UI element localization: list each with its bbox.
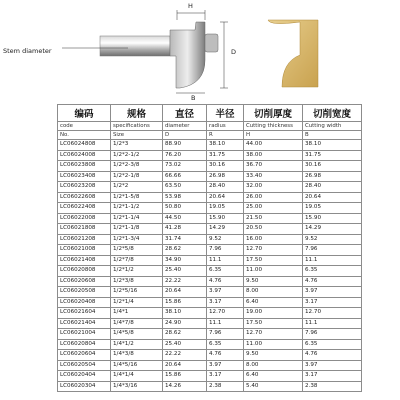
cell-width: 15.90 — [303, 213, 362, 224]
cell-size: 1/4*1 — [111, 308, 163, 319]
cell-code: LC06023208 — [58, 182, 111, 193]
cell-radius: 4.76 — [207, 276, 244, 287]
header-en-width: Cutting width — [303, 122, 362, 131]
table-row — [58, 371, 362, 382]
header-cn-radius: 半径 — [207, 105, 244, 122]
cell-size: 1/2*1/2 — [111, 266, 163, 277]
cell-code: LC06022008 — [58, 213, 111, 224]
cell-diameter: 24.90 — [163, 318, 207, 329]
cell-diameter: 53.98 — [163, 192, 207, 203]
cell-thickness: 6.40 — [244, 371, 303, 382]
cell-diameter: 66.66 — [163, 171, 207, 182]
cell-width: 9.52 — [303, 234, 362, 245]
header-row-symbols — [58, 131, 362, 140]
cell-radius: 3.97 — [207, 287, 244, 298]
cell-thickness: 5.40 — [244, 381, 303, 392]
cell-code: LC06020808 — [58, 266, 111, 277]
cell-width: 7.96 — [303, 329, 362, 340]
cell-diameter: 73.02 — [163, 161, 207, 172]
cell-thickness: 25.00 — [244, 203, 303, 214]
cell-width: 31.75 — [303, 150, 362, 161]
cell-diameter: 76.20 — [163, 150, 207, 161]
table-row — [58, 318, 362, 329]
table-row — [58, 297, 362, 308]
table-row — [58, 150, 362, 161]
table-row — [58, 266, 362, 277]
cell-diameter: 41.28 — [163, 224, 207, 235]
cell-width: 28.40 — [303, 182, 362, 193]
cell-thickness: 26.00 — [244, 192, 303, 203]
cell-code: LC06021404 — [58, 318, 111, 329]
cell-code: LC06020304 — [58, 381, 111, 392]
cell-radius: 3.97 — [207, 360, 244, 371]
header-cn-width: 切削宽度 — [303, 105, 362, 122]
cell-size: 1/2*5/16 — [111, 287, 163, 298]
cell-size: 1/2*3 — [111, 140, 163, 151]
cell-radius: 11.1 — [207, 318, 244, 329]
cell-code: LC06021208 — [58, 234, 111, 245]
cell-radius: 14.29 — [207, 224, 244, 235]
cell-width: 38.10 — [303, 140, 362, 151]
cell-thickness: 11.00 — [244, 266, 303, 277]
cell-diameter: 15.86 — [163, 297, 207, 308]
cell-size: 1/2*1-1/4 — [111, 213, 163, 224]
table-row — [58, 234, 362, 245]
cell-diameter: 22.22 — [163, 276, 207, 287]
dim-d-label: D — [231, 48, 237, 56]
table-row — [58, 171, 362, 182]
cell-size: 1/2*3/8 — [111, 276, 163, 287]
cell-thickness: 6.40 — [244, 297, 303, 308]
cell-radius: 38.10 — [207, 140, 244, 151]
cell-size: 1/2*1-1/8 — [111, 224, 163, 235]
cell-diameter: 28.62 — [163, 329, 207, 340]
cell-width: 4.76 — [303, 350, 362, 361]
cell-diameter: 28.62 — [163, 245, 207, 256]
cell-size: 1/4*1/2 — [111, 339, 163, 350]
cell-width: 30.16 — [303, 161, 362, 172]
cell-size: 1/2*2-1/2 — [111, 150, 163, 161]
table-row — [58, 140, 362, 151]
cell-diameter: 22.22 — [163, 350, 207, 361]
header-cn-thickness: 切削厚度 — [244, 105, 303, 122]
header-row-en — [58, 122, 362, 131]
header-sym-d: D — [163, 131, 207, 140]
cell-width: 20.64 — [303, 192, 362, 203]
shank — [100, 36, 170, 56]
wood-profile — [268, 20, 318, 87]
cell-radius: 3.17 — [207, 297, 244, 308]
cell-width: 6.35 — [303, 266, 362, 277]
cell-thickness: 44.00 — [244, 140, 303, 151]
cell-thickness: 21.50 — [244, 213, 303, 224]
cell-width: 19.05 — [303, 203, 362, 214]
cell-code: LC06020804 — [58, 339, 111, 350]
table-row — [58, 287, 362, 298]
cell-radius: 30.16 — [207, 161, 244, 172]
cell-thickness: 17.50 — [244, 255, 303, 266]
header-en-radius: radius — [207, 122, 244, 131]
table-row — [58, 255, 362, 266]
table-row — [58, 182, 362, 193]
table-row — [58, 161, 362, 172]
cell-width: 7.96 — [303, 245, 362, 256]
cell-code: LC06024008 — [58, 150, 111, 161]
header-cn-diameter: 直径 — [163, 105, 207, 122]
table-row — [58, 308, 362, 319]
cell-radius: 12.70 — [207, 308, 244, 319]
cell-thickness: 16.00 — [244, 234, 303, 245]
cell-code: LC06020408 — [58, 297, 111, 308]
router-bit-diagram — [0, 0, 400, 100]
cell-size: 1/4*3/8 — [111, 350, 163, 361]
cell-diameter: 50.80 — [163, 203, 207, 214]
header-row-cn — [58, 105, 362, 122]
cell-size: 1/2*1-5/8 — [111, 192, 163, 203]
cell-thickness: 32.00 — [244, 182, 303, 193]
cell-radius: 7.96 — [207, 245, 244, 256]
cell-width: 6.35 — [303, 339, 362, 350]
cell-thickness: 36.70 — [244, 161, 303, 172]
cell-size: 1/2*2-1/8 — [111, 171, 163, 182]
cell-size: 1/2*2-3/8 — [111, 161, 163, 172]
cell-code: LC06021408 — [58, 255, 111, 266]
cell-thickness: 19.00 — [244, 308, 303, 319]
header-en-spec: specifications — [111, 122, 163, 131]
cell-width: 11.1 — [303, 255, 362, 266]
cell-diameter: 34.90 — [163, 255, 207, 266]
cell-width: 14.29 — [303, 224, 362, 235]
cell-code: LC06021008 — [58, 245, 111, 256]
header-sym-b: B — [303, 131, 362, 140]
table-row — [58, 339, 362, 350]
cell-radius: 15.90 — [207, 213, 244, 224]
bearing — [205, 34, 218, 52]
cell-code: LC06021808 — [58, 224, 111, 235]
stem-diameter-label: Stem diameter — [3, 47, 52, 55]
cell-size: 1/2*1-1/2 — [111, 203, 163, 214]
cell-thickness: 12.70 — [244, 329, 303, 340]
table-row — [58, 350, 362, 361]
cell-thickness: 11.00 — [244, 339, 303, 350]
cell-thickness: 33.40 — [244, 171, 303, 182]
table-row — [58, 329, 362, 340]
cell-code: LC06023808 — [58, 161, 111, 172]
cell-radius: 28.40 — [207, 182, 244, 193]
spec-table-body — [58, 140, 362, 392]
cell-size: 1/2*5/8 — [111, 245, 163, 256]
cell-size: 1/4*7/8 — [111, 318, 163, 329]
cell-diameter: 15.86 — [163, 371, 207, 382]
cell-width: 11.1 — [303, 318, 362, 329]
header-sym-size: Size — [111, 131, 163, 140]
cell-radius: 20.64 — [207, 192, 244, 203]
cell-radius: 26.98 — [207, 171, 244, 182]
cell-radius: 2.38 — [207, 381, 244, 392]
table-row — [58, 192, 362, 203]
cell-diameter: 88.90 — [163, 140, 207, 151]
table-row — [58, 213, 362, 224]
cell-diameter: 25.40 — [163, 266, 207, 277]
cell-thickness: 8.00 — [244, 287, 303, 298]
cell-code: LC06023408 — [58, 171, 111, 182]
cell-code: LC06020604 — [58, 350, 111, 361]
cell-size: 1/2*2 — [111, 182, 163, 193]
cell-radius: 6.35 — [207, 339, 244, 350]
cell-radius: 31.75 — [207, 150, 244, 161]
cell-thickness: 20.50 — [244, 224, 303, 235]
cell-size: 1/4*5/16 — [111, 360, 163, 371]
cell-width: 2.38 — [303, 381, 362, 392]
dim-b-label: B — [191, 94, 196, 102]
cell-radius: 11.1 — [207, 255, 244, 266]
header-en-diameter: diameter — [163, 122, 207, 131]
cell-diameter: 20.64 — [163, 287, 207, 298]
cell-code: LC06022608 — [58, 192, 111, 203]
cell-size: 1/2*1-3/4 — [111, 234, 163, 245]
cell-code: LC06020608 — [58, 276, 111, 287]
cell-diameter: 20.64 — [163, 360, 207, 371]
cutter-body — [170, 22, 205, 88]
cell-width: 3.97 — [303, 287, 362, 298]
cell-diameter: 14.26 — [163, 381, 207, 392]
cell-size: 1/2*7/8 — [111, 255, 163, 266]
cell-diameter: 63.50 — [163, 182, 207, 193]
table-row — [58, 276, 362, 287]
table-row — [58, 381, 362, 392]
table-row — [58, 224, 362, 235]
cell-size: 1/4*3/16 — [111, 381, 163, 392]
cell-width: 3.97 — [303, 360, 362, 371]
table-row — [58, 245, 362, 256]
header-en-thickness: Cutting thickness — [244, 122, 303, 131]
spec-table — [57, 104, 362, 392]
header-sym-h: H — [244, 131, 303, 140]
bit-drawing — [0, 0, 400, 100]
cell-radius: 9.52 — [207, 234, 244, 245]
cell-radius: 4.76 — [207, 350, 244, 361]
header-sym-no: No. — [58, 131, 111, 140]
table-row — [58, 360, 362, 371]
cell-width: 26.98 — [303, 171, 362, 182]
table-row — [58, 203, 362, 214]
cell-thickness: 38.00 — [244, 150, 303, 161]
cell-code: LC06021004 — [58, 329, 111, 340]
cell-size: 1/2*1/4 — [111, 297, 163, 308]
cell-code: LC06021604 — [58, 308, 111, 319]
cell-thickness: 9.50 — [244, 350, 303, 361]
header-en-code: code — [58, 122, 111, 131]
header-cn-code: 编码 — [58, 105, 111, 122]
header-sym-r: R — [207, 131, 244, 140]
cell-thickness: 12.70 — [244, 245, 303, 256]
cell-radius: 3.17 — [207, 371, 244, 382]
cell-radius: 6.35 — [207, 266, 244, 277]
cell-radius: 7.96 — [207, 329, 244, 340]
cell-diameter: 44.50 — [163, 213, 207, 224]
cell-diameter: 25.40 — [163, 339, 207, 350]
dim-h-label: H — [188, 2, 193, 10]
cell-diameter: 38.10 — [163, 308, 207, 319]
cell-code: LC06022408 — [58, 203, 111, 214]
cell-code: LC06024808 — [58, 140, 111, 151]
cell-width: 3.17 — [303, 297, 362, 308]
cell-code: LC06020508 — [58, 287, 111, 298]
cell-thickness: 17.50 — [244, 318, 303, 329]
cell-code: LC06020404 — [58, 371, 111, 382]
cell-radius: 19.05 — [207, 203, 244, 214]
header-cn-spec: 规格 — [111, 105, 163, 122]
cell-code: LC06020504 — [58, 360, 111, 371]
cell-thickness: 9.50 — [244, 276, 303, 287]
cell-thickness: 8.00 — [244, 360, 303, 371]
cell-size: 1/4*5/8 — [111, 329, 163, 340]
cell-diameter: 31.74 — [163, 234, 207, 245]
cell-size: 1/4*1/4 — [111, 371, 163, 382]
cell-width: 4.76 — [303, 276, 362, 287]
cell-width: 12.70 — [303, 308, 362, 319]
cell-width: 3.17 — [303, 371, 362, 382]
